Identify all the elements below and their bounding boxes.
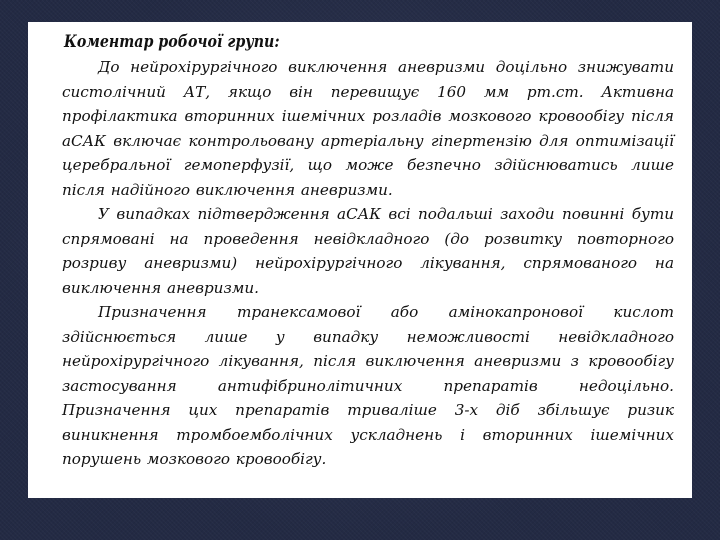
paragraph-3: Призначення транексамової або амінокапронової кислот здійснюється лише у випадку неможливості невідкладного нейрохірургічного лікування, після виключення аневризми з кровообігу застосування антифібринолітичних препаратів недоцільно. Призначення цих препаратів триваліше 3-х діб збільшує ризик виникнення тромбоемболічних ускладнень і вторинних ішемічних порушень мозкового кровообігу. [62,303,674,468]
paragraph-1: До нейрохірургічного виключення аневризми доцільно знижувати систолічний АТ, якщо він перевищує 160 мм рт.ст. Активна профілактика вторинних ішемічних розладів мозкового кровообігу після аСАК включає контрольовану артеріальну гіпертензію для оптимізації церебральної гемоперфузії, що може безпечно здійснюватись лише після надійного виключення аневризми. [62,58,674,199]
document-title: Коментар робочої групи: [64,32,280,51]
paragraph-2: У випадках підтвердження аСАК всі подальші заходи повинні бути спрямовані на проведення невідкладного (до розвитку повторного розриву аневризми) нейрохірургічного лікування, спрямованого на виключення аневризми. [62,205,674,297]
document-page [28,22,692,498]
document-body [62,55,674,472]
